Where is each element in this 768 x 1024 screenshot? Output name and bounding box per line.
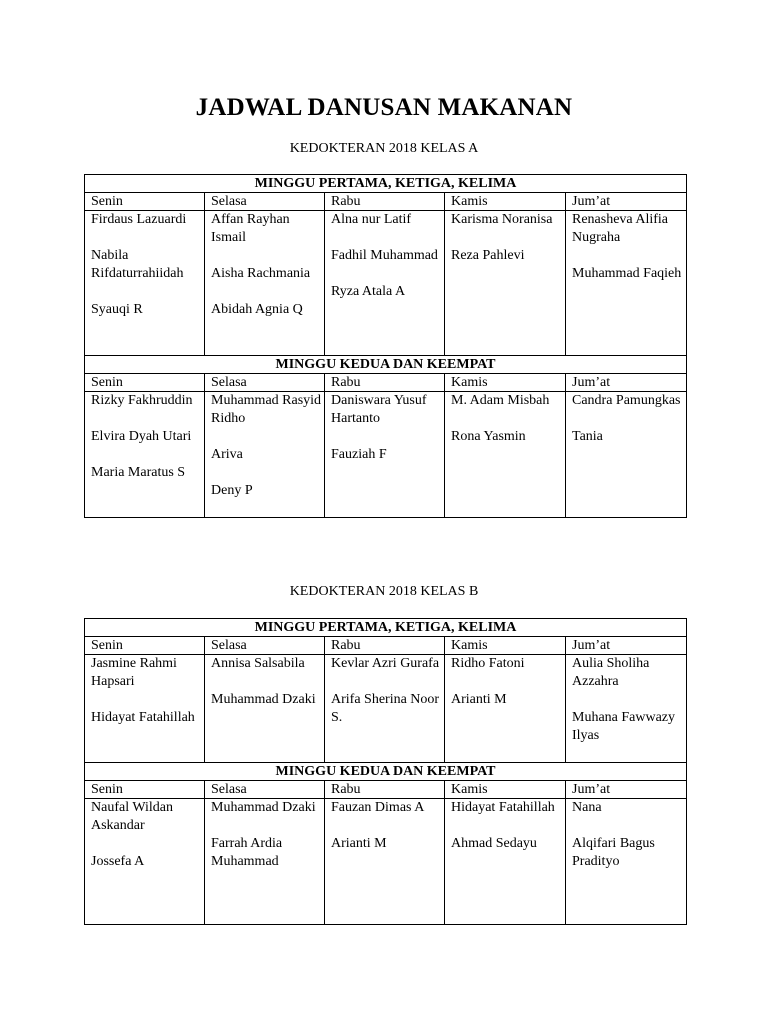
schedule-cell-kamis xyxy=(445,392,566,518)
student-name: Fauziah F xyxy=(331,447,387,462)
student-name: Farrah Ardia Muhammad xyxy=(211,836,283,869)
student-name: Naufal Wildan Askandar xyxy=(91,800,173,833)
student-name: Fadhil Muhammad xyxy=(331,248,438,263)
student-name: Elvira Dyah Utari xyxy=(91,429,192,444)
student-name: Ridho Fatoni xyxy=(451,656,525,671)
day-header-kamis: Kamis xyxy=(445,781,566,799)
day-header-senin: Senin xyxy=(85,781,205,799)
student-name: Syauqi R xyxy=(91,302,143,317)
student-name: Affan Rayhan Ismail xyxy=(211,212,290,245)
student-name: Rizky Fakhruddin xyxy=(91,393,193,408)
student-name: Hidayat Fatahillah xyxy=(451,800,555,815)
schedule-cell-senin xyxy=(85,211,205,356)
student-name: Deny P xyxy=(211,483,253,498)
student-name: Jossefa A xyxy=(91,854,145,869)
student-name: Muhammad Rasyid Ridho xyxy=(211,393,322,426)
student-name: Maria Maratus S xyxy=(91,465,186,480)
student-name: M. Adam Misbah xyxy=(451,393,550,408)
schedule-cell-jumat xyxy=(566,799,687,925)
day-header-kamis: Kamis xyxy=(445,193,566,211)
student-name: Karisma Noranisa xyxy=(451,212,553,227)
student-name: Kevlar Azri Gurafa xyxy=(331,656,440,671)
day-header-jumat: Jum’at xyxy=(566,193,687,211)
schedule-cell-selasa xyxy=(205,392,325,518)
student-name: Arifa Sherina Noor S. xyxy=(331,692,440,725)
student-name: Hidayat Fatahillah xyxy=(91,710,195,725)
student-name: Alna nur Latif xyxy=(331,212,412,227)
student-name: Jasmine Rahmi Hapsari xyxy=(91,656,177,689)
student-name: Arianti M xyxy=(331,836,387,851)
day-header-jumat: Jum’at xyxy=(566,637,687,655)
schedule-cell-senin xyxy=(85,655,205,763)
schedule-cell-senin xyxy=(85,799,205,925)
schedule-cell-jumat xyxy=(566,655,687,763)
day-header-kamis: Kamis xyxy=(445,374,566,392)
schedule-cell-senin xyxy=(85,392,205,518)
class-b-schedule-table xyxy=(84,618,687,925)
schedule-cell-rabu xyxy=(325,392,445,518)
day-header-kamis: Kamis xyxy=(445,637,566,655)
day-header-selasa: Selasa xyxy=(205,374,325,392)
schedule-cell-rabu xyxy=(325,799,445,925)
student-name: Ahmad Sedayu xyxy=(451,836,537,851)
student-name: Abidah Agnia Q xyxy=(211,302,303,317)
student-name: Alqifari Bagus Pradityo xyxy=(572,836,655,869)
schedule-cell-selasa xyxy=(205,211,325,356)
schedule-cell-jumat xyxy=(566,211,687,356)
day-header-selasa: Selasa xyxy=(205,637,325,655)
day-header-rabu: Rabu xyxy=(325,781,445,799)
student-name: Arianti M xyxy=(451,692,507,707)
day-header-jumat: Jum’at xyxy=(566,374,687,392)
day-header-rabu: Rabu xyxy=(325,374,445,392)
class-a-heading: KEDOKTERAN 2018 KELAS A xyxy=(289,141,479,156)
week-group-header: MINGGU KEDUA DAN KEEMPAT xyxy=(85,356,687,374)
schedule-cell-kamis xyxy=(445,799,566,925)
day-header-rabu: Rabu xyxy=(325,637,445,655)
week-group-header: MINGGU PERTAMA, KETIGA, KELIMA xyxy=(85,619,687,637)
class-b-heading: KEDOKTERAN 2018 KELAS B xyxy=(289,584,479,599)
student-name: Ariva xyxy=(211,447,243,462)
student-name: Nana xyxy=(572,800,602,815)
schedule-cell-jumat xyxy=(566,392,687,518)
student-name: Reza Pahlevi xyxy=(451,248,525,263)
student-name: Annisa Salsabila xyxy=(211,656,305,671)
student-name: Candra Pamungkas xyxy=(572,393,681,408)
class-a-schedule-table xyxy=(84,174,687,518)
student-name: Muhammad Dzaki xyxy=(211,800,316,815)
student-name: Rona Yasmin xyxy=(451,429,526,444)
day-header-senin: Senin xyxy=(85,374,205,392)
schedule-cell-kamis xyxy=(445,211,566,356)
day-header-senin: Senin xyxy=(85,193,205,211)
day-header-selasa: Selasa xyxy=(205,193,325,211)
student-name: Renasheva Alifia Nugraha xyxy=(572,212,669,245)
week-group-header: MINGGU PERTAMA, KETIGA, KELIMA xyxy=(85,175,687,193)
student-name: Fauzan Dimas A xyxy=(331,800,425,815)
student-name: Muhammad Faqieh xyxy=(572,266,682,281)
schedule-cell-selasa xyxy=(205,655,325,763)
student-name: Nabila Rifdaturrahiidah xyxy=(91,248,184,281)
student-name: Aisha Rachmania xyxy=(211,266,311,281)
student-name: Aulia Sholiha Azzahra xyxy=(572,656,650,689)
schedule-cell-rabu xyxy=(325,211,445,356)
student-name: Muhammad Dzaki xyxy=(211,692,316,707)
student-name: Tania xyxy=(572,429,603,444)
day-header-rabu: Rabu xyxy=(325,193,445,211)
schedule-cell-kamis xyxy=(445,655,566,763)
week-group-header: MINGGU KEDUA DAN KEEMPAT xyxy=(85,763,687,781)
day-header-jumat: Jum’at xyxy=(566,781,687,799)
document-title: JADWAL DANUSAN MAKANAN xyxy=(195,94,573,121)
student-name: Daniswara Yusuf Hartanto xyxy=(331,393,427,426)
day-header-senin: Senin xyxy=(85,637,205,655)
day-header-selasa: Selasa xyxy=(205,781,325,799)
student-name: Muhana Fawwazy Ilyas xyxy=(572,710,676,743)
student-name: Firdaus Lazuardi xyxy=(91,212,187,227)
schedule-cell-rabu xyxy=(325,655,445,763)
schedule-cell-selasa xyxy=(205,799,325,925)
student-name: Ryza Atala A xyxy=(331,284,406,299)
